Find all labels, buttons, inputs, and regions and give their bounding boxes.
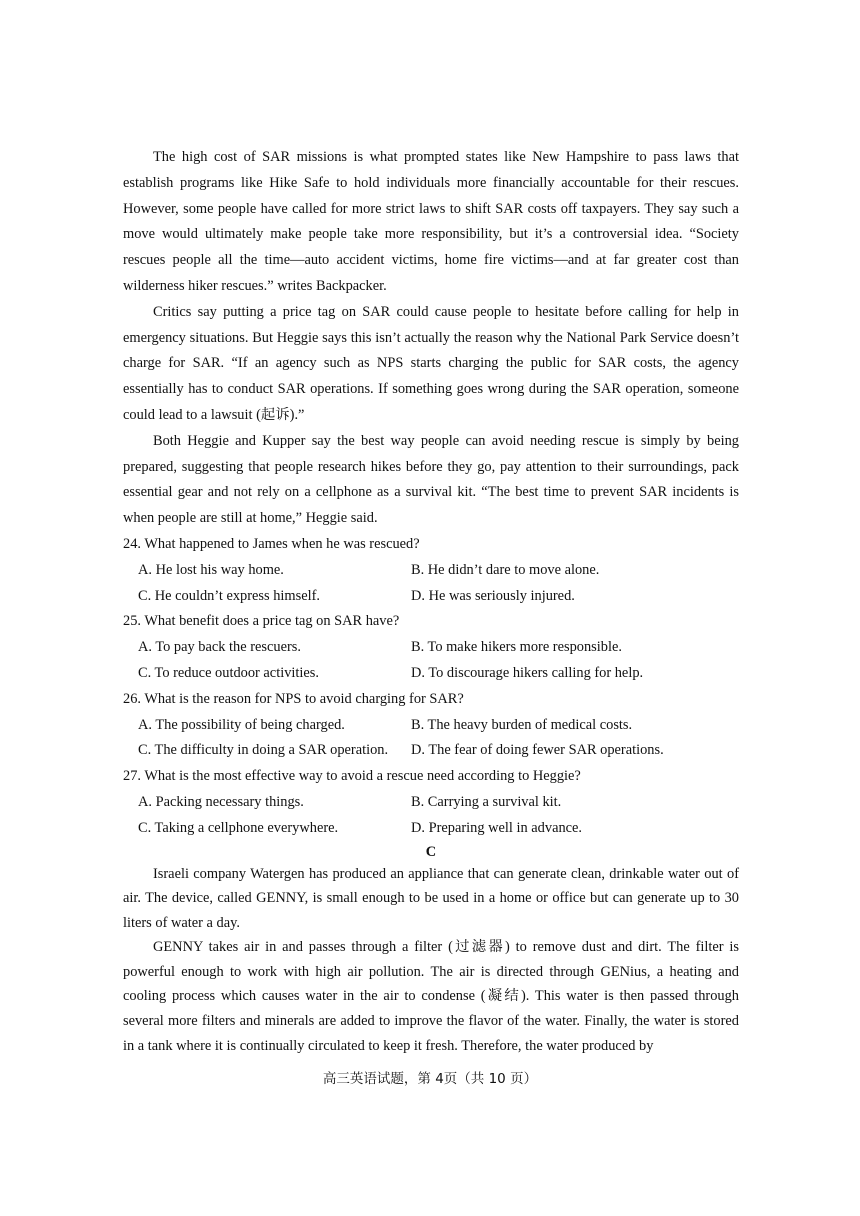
paragraph: Israeli company Watergen has produced an appliance that can generate clean, drinkable water out of air. The device, called GENNY, is small enough to be used in a home or office but can generate up to 30 liters of water a day.: [123, 865, 739, 931]
option-a: A. He lost his way home.: [138, 561, 284, 578]
option-row: [123, 713, 739, 739]
question-stem: 27. What is the most effective way to avoid a rescue need according to Heggie?: [123, 768, 581, 785]
question-27: [123, 764, 739, 841]
option-a: A. Packing necessary things.: [138, 793, 304, 810]
option-b: B. To make hikers more responsible.: [411, 639, 622, 656]
paragraph: The high cost of SAR missions is what prompted states like New Hampshire to pass laws that establish programs like Hike Safe to hold individuals more financially accountable for their rescues. However, some people have called for more strict laws to shift SAR costs off taxpayers. They say such a move would ultimately make people take more responsibility, but it’s a controversial idea. “Society rescues people all the time—auto accident victims, home fire victims—and at far greater cost than wilderness hiker rescues.” writes Backpacker.: [123, 149, 739, 294]
option-b: B. Carrying a survival kit.: [411, 793, 562, 810]
question-stem: 25. What benefit does a price tag on SAR have?: [123, 613, 400, 630]
question-stem: 26. What is the reason for NPS to avoid charging for SAR?: [123, 690, 464, 707]
question-list: [123, 532, 739, 842]
question-stem: 24. What happened to James when he was rescued?: [123, 535, 420, 552]
option-row: [123, 558, 739, 584]
option-row: [123, 584, 739, 610]
option-b: B. He didn’t dare to move alone.: [411, 561, 600, 578]
question-26: [123, 687, 739, 764]
option-row: [123, 661, 739, 687]
paragraph: Critics say putting a price tag on SAR could cause people to hesitate before calling for help in emergency situations. But Heggie says this isn’t actually the reason why the National Park Service doesn’t charge for SAR. “If an agency such as NPS starts charging the public for SAR costs, the agency essentially has to conduct SAR operations. If something goes wrong during the SAR operation, someone could lead to a lawsuit (起诉).”: [123, 303, 739, 423]
passage-b-tail: [123, 145, 739, 532]
question-24: [123, 532, 739, 609]
section-heading: C: [425, 843, 437, 860]
option-c: C. To reduce outdoor activities.: [138, 664, 319, 681]
option-a: A. To pay back the rescuers.: [138, 639, 301, 656]
option-d: D. The fear of doing fewer SAR operations.: [411, 742, 664, 759]
option-row: [123, 635, 739, 661]
option-c: C. He couldn’t express himself.: [138, 587, 320, 604]
section-c: [123, 842, 739, 1059]
option-a: A. The possibility of being charged.: [138, 716, 345, 733]
paragraph: GENNY takes air in and passes through a filter (过滤器) to remove dust and dirt. The filter is powerful enough to work with high air pollution. The air is directed through GENius, a heating and cooling process which causes water in the air to condense (凝结). This water is then passed through several more filters and minerals are added to improve the flavor of the water. Finally, the water is stored in a tank where it is continually circulated to keep it fresh. Therefore, the water produced by: [123, 939, 739, 1054]
option-c: C. Taking a cellphone everywhere.: [138, 819, 339, 836]
paragraph: Both Heggie and Kupper say the best way people can avoid needing rescue is simply by being prepared, suggesting that people research hikes before they go, pay attention to their surroundings, pack essential gear and not rely on a cellphone as a survival kit. “The best time to prevent SAR incidents is when people are still at home,” Heggie said.: [123, 432, 739, 527]
option-row: [123, 738, 739, 764]
page-body: [123, 145, 739, 1058]
option-b: B. The heavy burden of medical costs.: [411, 716, 633, 733]
option-c: C. The difficulty in doing a SAR operation.: [138, 742, 389, 759]
question-25: [123, 609, 739, 686]
option-d: D. He was seriously injured.: [411, 587, 575, 604]
option-d: D. To discourage hikers calling for help.: [411, 664, 644, 681]
page-footer: 高三英语试题，第 4页（共 10 页）: [322, 1071, 538, 1087]
option-d: D. Preparing well in advance.: [411, 819, 583, 836]
option-row: [123, 790, 739, 816]
option-row: [123, 816, 739, 842]
